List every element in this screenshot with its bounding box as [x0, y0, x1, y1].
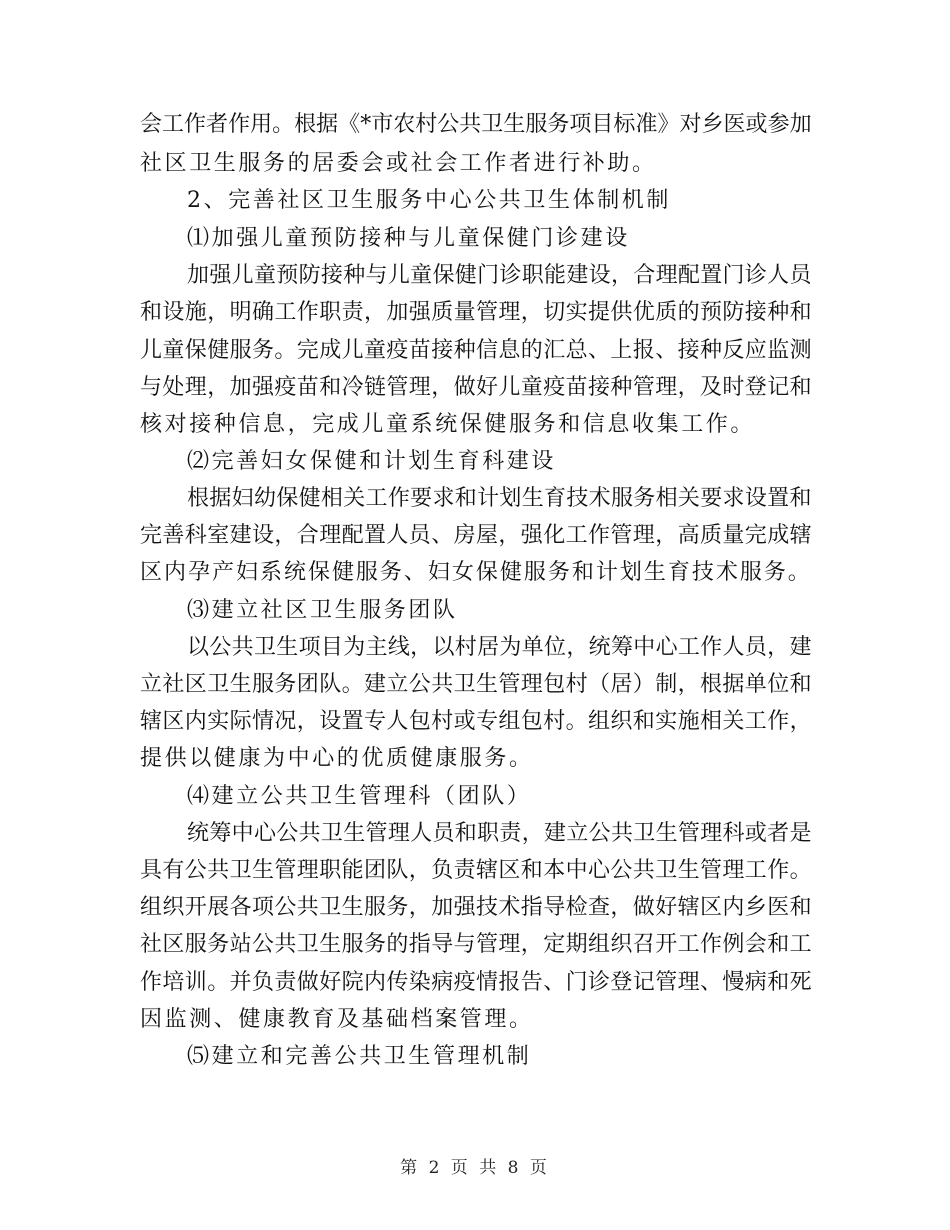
text-line: 作培训。并负责做好院内传染病疫情报告、门诊登记管理、慢病和死	[140, 970, 813, 995]
text-line: 儿童保健服务。完成儿童疫苗接种信息的汇总、上报、接种反应监测	[140, 338, 813, 363]
text-line: 会工作者作用。根据《*市农村公共卫生服务项目标准》对乡医或参加	[140, 112, 812, 137]
text-line: 根据妇幼保健相关工作要求和计划生育技术服务相关要求设置和	[187, 486, 812, 511]
text-line: 统筹中心公共卫生管理人员和职责，建立公共卫生管理科或者是	[187, 821, 812, 846]
text-line: 以公共卫生项目为主线，以村居为单位，统筹中心工作人员，建	[187, 635, 812, 660]
subsection-heading: ⑶建立社区卫生服务团队	[187, 598, 458, 623]
text-line: 组织开展各项公共卫生服务，加强技术指导检查，做好辖区内乡医和	[140, 895, 813, 920]
text-line: 社区服务站公共卫生服务的指导与管理，定期组织召开工作例会和工	[140, 932, 813, 957]
text-line: 区内孕产妇系统保健服务、妇女保健服务和计划生育技术服务。	[140, 560, 812, 585]
text-line: 与处理，加强疫苗和冷链管理，做好儿童疫苗接种管理，及时登记和	[140, 375, 813, 400]
text-line: 完善科室建设，合理配置人员、房屋，强化工作管理，高质量完成辖	[140, 523, 813, 548]
text-line: 提供以健康为中心的优质健康服务。	[140, 746, 534, 771]
page-number-footer: 第 2 页 共 8 页	[400, 1158, 550, 1178]
text-line: 辖区内实际情况，设置专人包村或专组包村。组织和实施相关工作，	[140, 709, 813, 734]
text-line: 社区卫生服务的居委会或社会工作者进行补助。	[140, 151, 657, 176]
subsection-heading: ⑵完善妇女保健和计划生育科建设	[187, 449, 557, 474]
text-line: 和设施，明确工作职责，加强质量管理，切实提供优质的预防接种和	[140, 300, 813, 325]
subsection-heading: ⑸建立和完善公共卫生管理机制	[187, 1044, 532, 1069]
text-line: 立社区卫生服务团队。建立公共卫生管理包村（居）制，根据单位和	[140, 672, 813, 697]
subsection-heading: ⑴加强儿童预防接种与儿童保健门诊建设	[187, 226, 630, 251]
text-line: 因监测、健康教育及基础档案管理。	[140, 1007, 534, 1032]
text-line: 加强儿童预防接种与儿童保健门诊职能建设，合理配置门诊人员	[187, 263, 812, 288]
text-line: 核对接种信息，完成儿童系统保健服务和信息收集工作。	[140, 412, 756, 437]
text-line: 具有公共卫生管理职能团队，负责辖区和本中心公共卫生管理工作。	[140, 858, 813, 883]
section-heading: 2、完善社区卫生服务中心公共卫生体制机制	[187, 188, 671, 213]
subsection-heading: ⑷建立公共卫生管理科（团队）	[187, 784, 532, 809]
